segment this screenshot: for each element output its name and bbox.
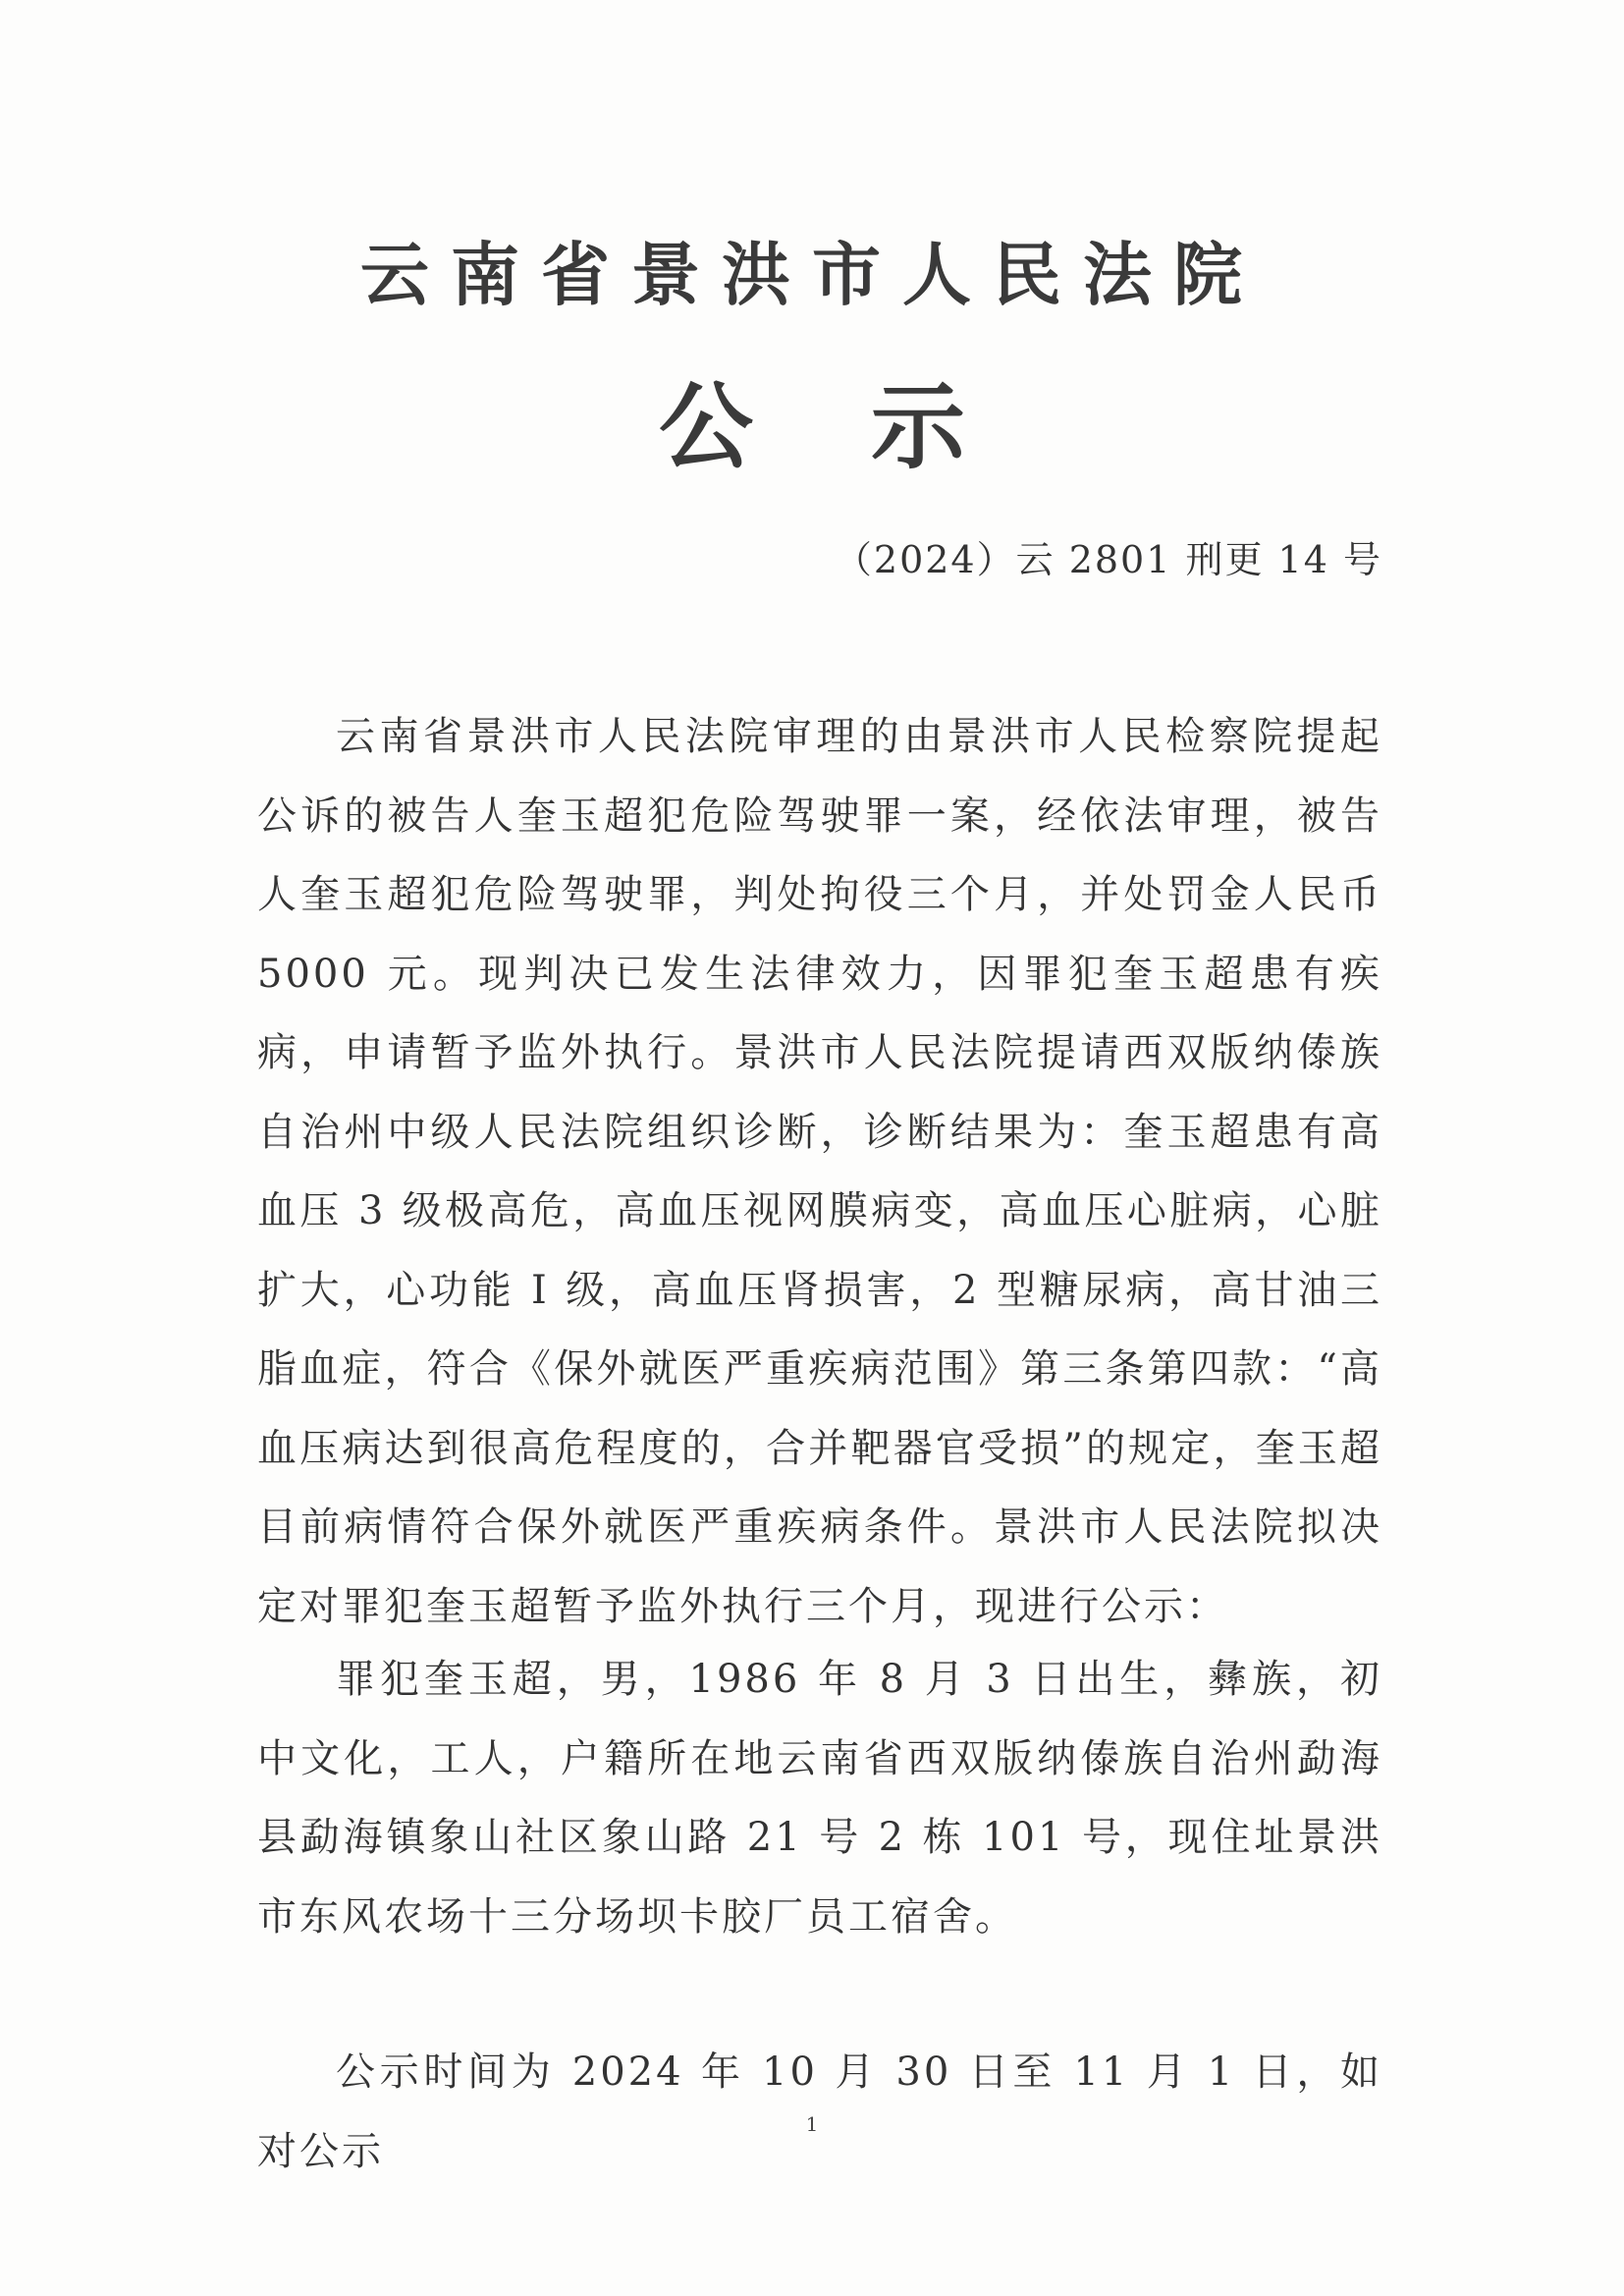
body-paragraph-2 [257, 1640, 1382, 1956]
paragraph-text: 罪犯奎玉超，男，1986 年 8 月 3 日出生，彝族，初中文化，工人，户籍所在地云南省西双版纳傣族自治州勐海县勐海镇象山社区象山路 21 号 2 栋 101 号，现住址景洪市东风农场十三分场坝卡胶厂员工宿舍。 [257, 1657, 1382, 1940]
document-title: 公示 [659, 371, 1083, 482]
case-number: （2024）云 2801 刑更 14 号 [834, 538, 1382, 581]
paragraph-text: 云南省景洪市人民法院审理的由景洪市人民检察院提起公诉的被告人奎玉超犯危险驾驶罪一案，经依法审理，被告人奎玉超犯危险驾驶罪，判处拘役三个月，并处罚金人民币 5000 元。现判决已发生法律效力，因罪犯奎玉超患有疾病，申请暂予监外执行。景洪市人民法院提请西双版纳傣族自治州中级人民法院组织诊断，诊断结果为：奎玉超患有高血压 3 级极高危，高血压视网膜病变，高血压心脏病，心脏扩大，心功能 I 级，高血压肾损害，2 型糖尿病，高甘油三脂血症，符合《保外就医严重疾病范围》第三条第四款：“高血压病达到很高危程度的，合并靶器官受损”的规定，奎玉超目前病情符合保外就医严重疾病条件。景洪市人民法院拟决定对罪犯奎玉超暂予监外执行三个月，现进行公示： [257, 714, 1382, 1629]
page-number: 1 [805, 2112, 819, 2136]
court-name-heading: 云南省景洪市人民法院 [360, 234, 1264, 315]
body-paragraph-1 [257, 697, 1382, 1646]
paragraph-text: 公示时间为 2024 年 10 月 30 日至 11 月 1 日，如对公示 [257, 2050, 1382, 2174]
